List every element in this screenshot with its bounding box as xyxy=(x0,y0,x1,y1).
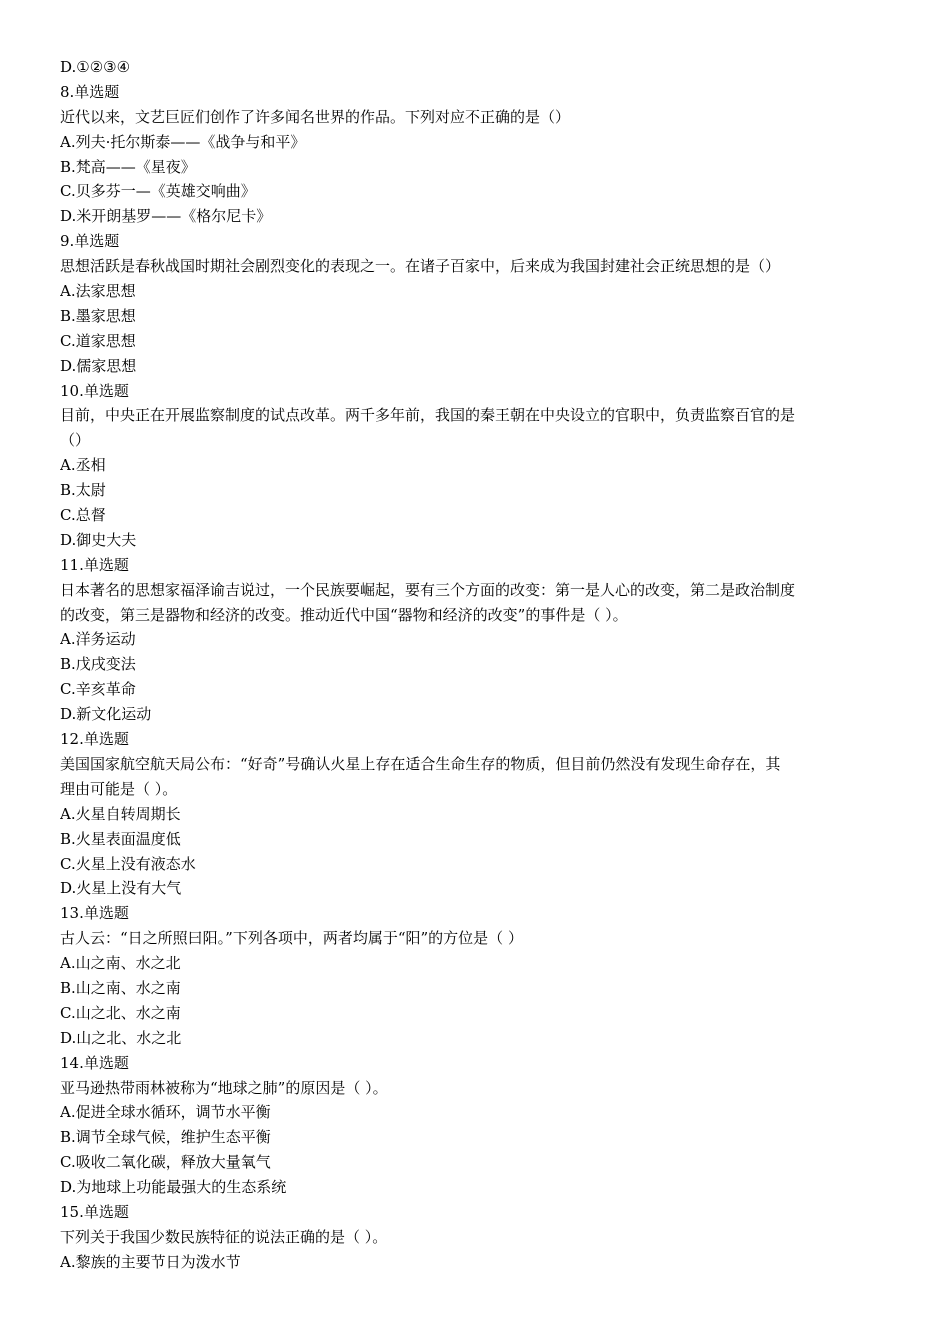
answer-option: C.贝多芬一—《英雄交响曲》 xyxy=(60,182,256,201)
question-stem: 目前，中央正在开展监察制度的试点改革。两千多年前，我国的秦王朝在中央设立的官职中，负责监察百官的是 xyxy=(60,406,796,425)
question-stem: （） xyxy=(60,431,91,450)
answer-option: A.丞相 xyxy=(60,456,106,475)
answer-option: C.山之北、水之南 xyxy=(60,1003,181,1022)
question-header: 13.单选题 xyxy=(60,904,129,923)
answer-option: D.火星上没有大气 xyxy=(60,879,182,898)
question-header: 12.单选题 xyxy=(60,730,129,749)
answer-option: C.吸收二氧化碳，释放大量氧气 xyxy=(60,1153,271,1172)
answer-option: B.火星表面温度低 xyxy=(60,829,181,848)
answer-option: A.山之南、水之北 xyxy=(60,954,181,973)
answer-option: A.火星自转周期长 xyxy=(60,804,181,823)
answer-option: B.戊戌变法 xyxy=(60,655,136,674)
answer-option: D.御史大夫 xyxy=(60,530,137,549)
question-stem: 思想活跃是春秋战国时期社会剧烈变化的表现之一。在诸子百家中，后来成为我国封建社会正统思想的是（） xyxy=(60,257,781,276)
question-header: 14.单选题 xyxy=(60,1053,129,1072)
answer-option: C.总督 xyxy=(60,506,106,525)
answer-option: D.新文化运动 xyxy=(60,705,152,724)
question-header: 11.单选题 xyxy=(60,555,129,574)
question-stem: 下列关于我国少数民族特征的说法正确的是（ ）。 xyxy=(60,1227,388,1246)
answer-option: B.调节全球气候，维护生态平衡 xyxy=(60,1128,271,1147)
question-header: 15.单选题 xyxy=(60,1202,129,1221)
answer-option: A.黎族的主要节日为泼水节 xyxy=(60,1252,241,1271)
question-stem: 日本著名的思想家福泽谕吉说过，一个民族要崛起，要有三个方面的改变：第一是人心的改变，第二是政治制度 xyxy=(60,580,796,599)
question-stem: 理由可能是（ ）。 xyxy=(60,779,178,798)
answer-option: B.山之南、水之南 xyxy=(60,978,181,997)
question-stem: 的改变，第三是器物和经济的改变。推动近代中国“器物和经济的改变”的事件是（ ）。 xyxy=(60,605,628,624)
question-list xyxy=(60,55,890,1275)
answer-option: D.①②③④ xyxy=(60,58,131,76)
answer-option: A.洋务运动 xyxy=(60,630,136,649)
answer-option: C.辛亥革命 xyxy=(60,680,136,699)
answer-option: D.为地球上功能最强大的生态系统 xyxy=(60,1178,287,1197)
question-stem: 近代以来，文艺巨匠们创作了许多闻名世界的作品。下列对应不正确的是（） xyxy=(60,107,571,126)
answer-option: D.米开朗基罗——《格尔尼卡》 xyxy=(60,207,272,226)
question-header: 8.单选题 xyxy=(60,82,120,101)
answer-option: A.列夫·托尔斯泰——《战争与和平》 xyxy=(60,132,306,151)
question-stem: 美国国家航空航天局公布：“好奇”号确认火星上存在适合生命生存的物质，但目前仍然没有发现生命存在，其 xyxy=(60,754,781,773)
answer-option: B.梵高——《星夜》 xyxy=(60,157,196,176)
answer-option: A.法家思想 xyxy=(60,282,136,301)
answer-option: A.促进全球水循环，调节水平衡 xyxy=(60,1103,271,1122)
answer-option: D.山之北、水之北 xyxy=(60,1028,182,1047)
answer-option: C.道家思想 xyxy=(60,331,136,350)
question-header: 9.单选题 xyxy=(60,232,120,251)
answer-option: C.火星上没有液态水 xyxy=(60,854,196,873)
answer-option: B.墨家思想 xyxy=(60,306,136,325)
question-stem: 古人云：“日之所照曰阳。”下列各项中，两者均属于“阳”的方位是（ ） xyxy=(60,929,523,948)
answer-option: D.儒家思想 xyxy=(60,356,137,375)
answer-option: B.太尉 xyxy=(60,481,106,500)
question-stem: 亚马逊热带雨林被称为“地球之肺”的原因是（ ）。 xyxy=(60,1078,388,1097)
question-header: 10.单选题 xyxy=(60,381,129,400)
